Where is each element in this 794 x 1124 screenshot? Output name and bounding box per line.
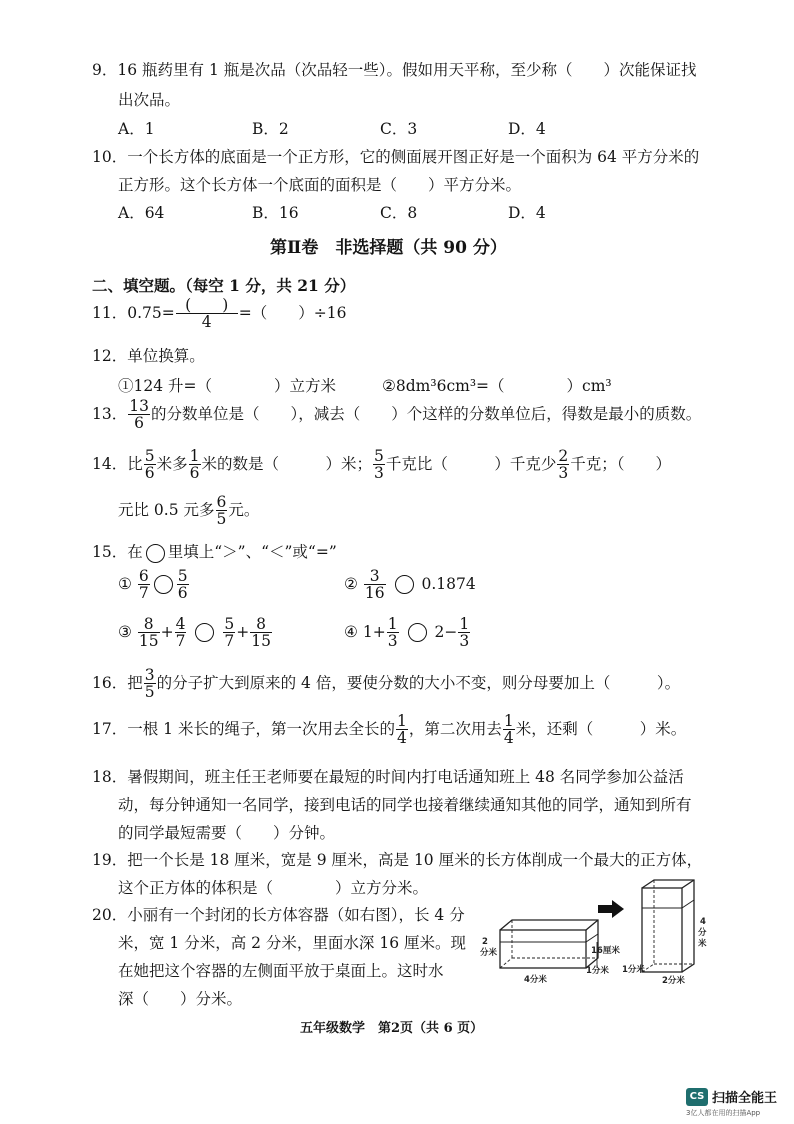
q14-line2-post: 元。 <box>228 500 260 519</box>
q9-line2: 出次品。 <box>118 91 181 109</box>
q15-i2-rhs: 0.1874 <box>421 574 476 593</box>
q10-line1: 10．一个长方体的底面是一个正方形，它的侧面展开图正好是一个面积为 64 平方分米的 <box>92 148 700 166</box>
q14-line1 <box>92 448 671 482</box>
q18-line2: 动，每分钟通知一名同学，接到电话的同学也接着继续通知其他的同学，通知到所有 <box>118 796 692 814</box>
q14-f1-den: 6 <box>144 464 155 483</box>
fig-h-label-b: 分米 <box>480 948 498 958</box>
q14-f2-den: 6 <box>189 464 200 483</box>
fig-base-label: 2分米 <box>662 976 685 986</box>
q15-i1-frac-b <box>177 568 189 602</box>
q17-frac1 <box>396 713 408 747</box>
q14-t4: 千克；（ ） <box>570 454 672 473</box>
scanner-logo-icon: CS <box>686 1088 708 1106</box>
q15-i3-plus2: + <box>236 622 250 641</box>
q15-i4-mark: ④ <box>344 622 358 641</box>
q14-f3-den: 3 <box>374 464 384 483</box>
fig-len-label: 4分米 <box>524 975 547 985</box>
q14-f2-num: 1 <box>189 447 200 465</box>
fig-w2-label: 1分米 <box>622 965 645 975</box>
q15-i3-plus1: + <box>160 622 174 641</box>
q15-item2 <box>344 568 476 602</box>
q14-f4-den: 3 <box>558 464 569 483</box>
q14-f4-num: 2 <box>558 447 569 465</box>
q15-i3-frac-d <box>250 616 272 650</box>
scanner-tagline: 3亿人都在用的扫描App <box>686 1109 761 1117</box>
q15-label-pre: 15．在 <box>92 543 143 561</box>
q19-line2: 这个正方体的体积是（ ）立方分米。 <box>118 879 429 897</box>
q10-option-d: D．4 <box>508 204 546 222</box>
q14-t2: 米的数是（ ）米； <box>201 454 373 473</box>
q17-f2-den: 4 <box>503 729 514 748</box>
q15-item3 <box>118 616 273 650</box>
fig-tall-label-c: 米 <box>698 939 707 949</box>
q16-den: 5 <box>144 683 155 702</box>
q11-num: ( ) <box>176 297 238 314</box>
q11 <box>92 297 346 331</box>
q11-post: =（ ）÷16 <box>238 303 347 322</box>
q15-i4-b-den: 3 <box>459 632 470 651</box>
horizontal-container <box>500 920 598 968</box>
q15-i1-b-num: 5 <box>177 567 188 585</box>
scanner-name: 扫描全能王 <box>712 1091 778 1106</box>
q9-option-b: B．2 <box>252 120 289 138</box>
q16-text: 的分子扩大到原来的 4 倍，要使分数的大小不变，则分母要加上（ ）。 <box>156 673 681 692</box>
q15-i1-b-den: 6 <box>177 584 188 603</box>
q14-f5-num: 6 <box>216 493 227 511</box>
q17-frac2 <box>503 713 515 747</box>
upright-container <box>642 880 694 972</box>
q11-fraction <box>176 297 238 331</box>
q14-frac3 <box>373 448 385 482</box>
q15-i3-d-num: 8 <box>250 616 272 633</box>
q12-item2: ②8dm³6cm³=（ ）cm³ <box>382 377 612 395</box>
q14-frac4 <box>557 448 569 482</box>
q20-line4: 深（ ）分米。 <box>118 990 243 1008</box>
q15-i3-frac-c <box>223 616 235 650</box>
q15-i4-lhs-int: 1+ <box>362 622 386 641</box>
section2-title: 第Ⅱ卷 非选择题（共 90 分） <box>270 238 507 258</box>
q15-i3-d-den: 15 <box>251 632 271 651</box>
q20-line3: 在她把这个容器的左侧面平放于桌面上。这时水 <box>118 962 444 980</box>
q15-i3-mark: ③ <box>118 622 132 641</box>
q10-option-a: A．64 <box>118 204 165 222</box>
q9-line1: 9．16 瓶药里有 1 瓶是次品（次品轻一些）。假如用天平称，至少称（ ）次能保证找 <box>92 61 697 79</box>
q15-i3-c-num: 5 <box>224 615 235 633</box>
q11-den: 4 <box>201 313 212 332</box>
q16 <box>92 667 680 701</box>
compare-circle[interactable] <box>408 623 427 642</box>
compare-circle[interactable] <box>195 623 214 642</box>
q15-i2-a-num: 3 <box>364 568 386 585</box>
compare-circle[interactable] <box>395 575 414 594</box>
q19-line1: 19．把一个长是 18 厘米，宽是 9 厘米，高是 10 厘米的长方体削成一个最大的正方体， <box>92 851 703 869</box>
q14-frac5 <box>216 494 228 528</box>
q14-f1-num: 5 <box>144 447 155 465</box>
fig-tall-label-b: 分 <box>698 928 707 938</box>
fig-h-label-a: 2 <box>482 937 488 947</box>
q15-i3-c-den: 7 <box>224 632 235 651</box>
q17-mid: ，第二次用去 <box>408 719 502 738</box>
q15-i1-a-num: 6 <box>138 567 149 585</box>
q17-f2-num: 1 <box>503 712 514 730</box>
q15-item4 <box>344 616 471 650</box>
q10-option-b: B．16 <box>252 204 299 222</box>
q17-f1-den: 4 <box>396 729 407 748</box>
q13-text: 的分数单位是（ ），减去（ ）个这样的分数单位后，得数是最小的质数。 <box>150 404 702 423</box>
q15-i3-b-den: 7 <box>175 632 186 651</box>
q15-i3-a-den: 15 <box>138 632 159 651</box>
q15-i4-frac-b <box>458 616 470 650</box>
q14-frac1 <box>144 448 156 482</box>
q13-den: 6 <box>134 414 145 433</box>
compare-circle[interactable] <box>154 575 173 594</box>
q15-label-post: 里填上“＞”、“＜”或“=” <box>167 543 337 561</box>
page-footer: 五年级数学 第2页（共 6 页） <box>300 1021 484 1036</box>
q12-label: 12．单位换算。 <box>92 347 205 365</box>
q16-fraction <box>144 667 156 701</box>
q15-i2-frac-a <box>364 568 386 602</box>
fig-depth-label: 16厘米 <box>591 946 620 956</box>
arrow-right-icon <box>598 900 624 918</box>
q14-line2 <box>118 494 259 528</box>
q15-i1-a-den: 7 <box>138 584 149 603</box>
q17 <box>92 713 686 747</box>
q13-num: 13 <box>129 397 149 415</box>
q9-option-a: A．1 <box>118 120 155 138</box>
q17-pre: 17．一根 1 米长的绳子，第一次用去全长的 <box>92 719 395 738</box>
q11-pre: 0.75= <box>127 303 175 322</box>
q20-line2: 米，宽 1 分米，高 2 分米，里面水深 16 厘米。现 <box>118 934 467 952</box>
part2-header: 二、填空题。（每空 1 分，共 21 分） <box>92 276 356 295</box>
q10-option-c: C．8 <box>380 204 418 222</box>
q13 <box>92 398 701 432</box>
q15-i4-rhs-int: 2− <box>434 622 458 641</box>
q15-i2-mark: ② <box>344 574 358 593</box>
circle-icon <box>146 544 165 563</box>
fig-tall-label-a: 4 <box>700 917 706 927</box>
q15-label <box>92 540 337 563</box>
q11-label: 11． <box>92 303 128 322</box>
q14-t3: 千克比（ ）千克少 <box>385 454 557 473</box>
q15-i4-a-num: 1 <box>387 615 398 633</box>
q15-i1-frac-a <box>138 568 150 602</box>
q17-post: 米，还剩（ ）米。 <box>515 719 687 738</box>
q18-line3: 的同学最短需要（ ）分钟。 <box>118 824 336 842</box>
q15-i3-b-num: 4 <box>175 615 186 633</box>
q17-f1-num: 1 <box>396 712 407 730</box>
q20-figure <box>476 878 716 998</box>
q16-num: 3 <box>144 666 155 684</box>
fig-w-label: 1分米 <box>586 966 609 976</box>
q15-i3-frac-a <box>138 616 160 650</box>
q14-t1: 米多 <box>156 454 188 473</box>
q14-line2-pre: 元比 0.5 元多 <box>118 500 215 519</box>
q15-i2-a-den: 16 <box>364 584 385 603</box>
q15-i4-frac-a <box>387 616 399 650</box>
q15-i1-mark: ① <box>118 574 132 593</box>
q10-line2: 正方形。这个长方体一个底面的面积是（ ）平方分米。 <box>118 176 522 194</box>
q15-i3-a-num: 8 <box>138 616 160 633</box>
q9-option-d: D．4 <box>508 120 546 138</box>
q13-label: 13． <box>92 404 128 423</box>
q18-line1: 18．暑假期间，班主任王老师要在最短的时间内打电话通知班上 48 名同学参加公益活 <box>92 768 684 786</box>
q16-label: 16．把 <box>92 673 143 692</box>
q14-frac2 <box>189 448 201 482</box>
q9-option-c: C．3 <box>380 120 418 138</box>
q13-fraction <box>128 398 150 432</box>
q14-f3-num: 5 <box>374 447 384 465</box>
q20-line1: 20．小丽有一个封闭的长方体容器（如右图），长 4 分 <box>92 906 465 924</box>
q12-item1: ①124 升=（ ）立方米 <box>118 377 336 395</box>
q15-i4-a-den: 3 <box>387 632 398 651</box>
q15-i4-b-num: 1 <box>459 615 470 633</box>
q14-f5-den: 5 <box>216 510 227 529</box>
q15-item1 <box>118 568 190 602</box>
q14-label: 14．比 <box>92 454 143 473</box>
q15-i3-frac-b <box>175 616 187 650</box>
